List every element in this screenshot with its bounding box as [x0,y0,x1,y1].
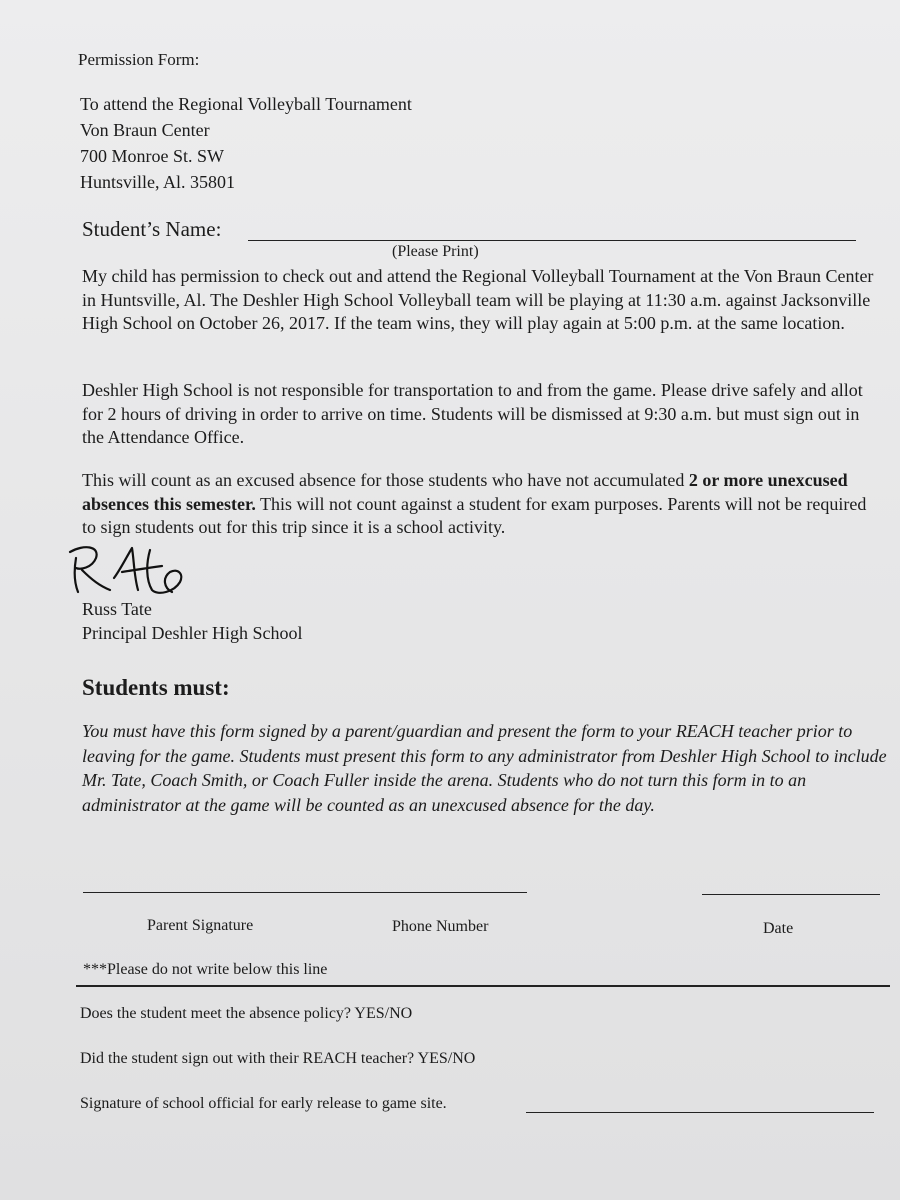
student-name-hint: (Please Print) [392,243,479,260]
office-use-notice: ***Please do not write below this line [83,961,328,978]
phone-number-label: Phone Number [392,918,489,935]
student-name-label: Student’s Name: [82,217,222,241]
date-field[interactable] [702,894,880,895]
date-label: Date [763,920,794,937]
signer-name: Russ Tate [82,599,152,619]
official-signature-field[interactable] [526,1112,874,1113]
parent-signature-label: Parent Signature [147,917,254,934]
absence-text-start: This will count as an excused absence for those students who have not accumulated [82,470,689,490]
principal-signature-image [62,540,202,602]
permission-paragraph: My child has permission to check out and attend the Regional Volleyball Tournament at the Von Braun Center in Huntsville, Al. The Deshler High School Volleyball team will be playing at 11:30 a.m. against Jacksonville High School on October 26, 2017. If the team wins, they will play again at 5:00 p.m. at the same location. [82,266,874,333]
reach-signout-question: Did the student sign out with their REACH teacher? YES/NO [80,1050,476,1067]
requirements-text: You must have this form signed by a parent/guardian and present the form to your REACH teacher prior to leaving for the game. Students must present this form to any administrator from Deshler High School to include Mr. Tate, Coach Smith, or Coach Fuller inside the arena. Students who do not turn this form in to an administrator at the game will be counted as an unexcused absence for the day. [82,721,887,815]
signer-title: Principal Deshler High School [82,623,303,643]
cut-line-divider [76,985,890,987]
address-line-city: Huntsville, Al. 35801 [80,172,236,192]
absence-text-bold: 2 or more unexcused absences this semester. [82,470,848,514]
address-line-event: To attend the Regional Volleyball Tournament [80,94,412,114]
absence-text-end: This will not count against a student for exam purposes. Parents will not be required to sign students out for this trip since it is a school activity. [82,493,867,537]
requirements-heading: Students must: [82,675,230,700]
absence-paragraph [82,469,882,540]
absence-policy-question: Does the student meet the absence policy? YES/NO [80,1005,413,1022]
address-line-venue: Von Braun Center [80,120,210,140]
parent-signature-field[interactable] [83,892,527,893]
form-title: Permission Form: [78,50,200,69]
transportation-paragraph: Deshler High School is not responsible for transportation to and from the game. Please drive safely and allot for 2 hours of driving in order to arrive on time. Students will be dismissed at 9:30 a.m. but must sign out in the Attendance Office. [82,380,863,447]
official-signature-label: Signature of school official for early release to game site. [80,1095,447,1112]
student-name-field[interactable] [248,240,856,241]
address-line-street: 700 Monroe St. SW [80,146,224,166]
